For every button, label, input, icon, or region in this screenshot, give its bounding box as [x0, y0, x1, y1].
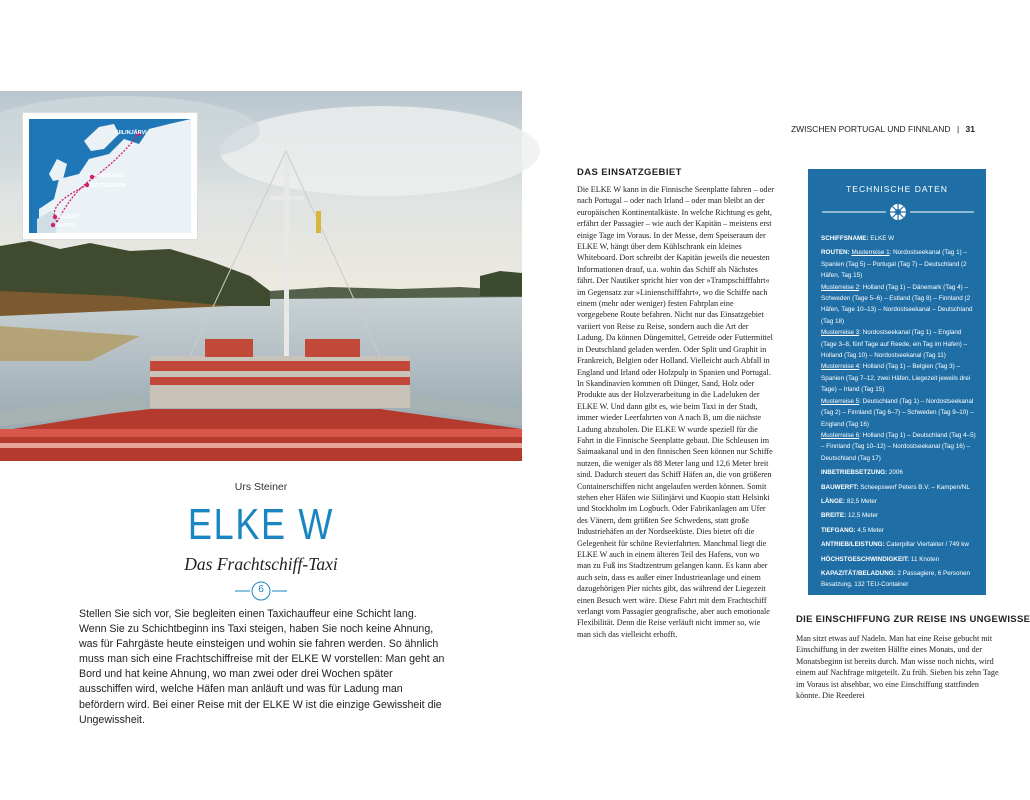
- label-antrieb: ANTRIEB/LEISTUNG:: [821, 541, 885, 549]
- label-inbetriebsetzung: INBETRIEBSETZUNG:: [821, 469, 888, 477]
- value-musterreise-6: : Holland (Tag 1) – Deutschland (Tag 4–5) – Finnland (Tag 10–12) – Nordostseekanal (Tag 16) – Deutschland (Tag 17): [821, 431, 976, 462]
- value-breite: 12,5 Meter: [847, 512, 879, 520]
- heading-einsatzgebiet: DAS EINSATZGEBIET: [577, 167, 682, 178]
- value-schiffsname: ELKE W: [870, 235, 895, 242]
- label-tiefgang: TIEFGANG:: [821, 526, 856, 534]
- map-label-hamburg: HAMBURG: [95, 173, 124, 179]
- tech-box-body: [821, 233, 978, 591]
- body-einschiffung: Man sitzt etwas auf Nadeln. Man hat eine Reise gebucht mit Einschiffung in der zweiten Hälfte eines Monats, und der Monatsbeginn ist bereits durch. Man wisse noch nichts, wird einem auf Nachfrage mitgeteilt. Zu früh. Sieben bis zehn Tage im Voraus ist absehbar, wo eine Einschiffung stattfinden könnte. Die Reederei: [796, 634, 999, 701]
- map-label-rotterdam: ROTTERDAM: [90, 183, 126, 189]
- running-head: ZWISCHEN PORTUGAL UND FINNLAND | 31: [790, 124, 975, 134]
- tech-box-title: TECHNISCHE DATEN: [846, 184, 948, 194]
- value-inbetriebsetzung: 2006: [888, 469, 903, 477]
- label-kapazitaet: KAPAZITÄT/BELADUNG:: [821, 569, 896, 577]
- label-schiffsname: SCHIFFSNAME:: [821, 235, 869, 242]
- label-musterreise-2: Musterreise 2: [821, 283, 860, 291]
- article-title: ELKE W: [187, 500, 335, 549]
- heading-einschiffung: DIE EINSCHIFFUNG ZUR REISE INS UNGEWISSE: [796, 614, 1030, 625]
- label-musterreise-5: Musterreise 5: [821, 397, 860, 405]
- tech-data-box: [808, 169, 986, 595]
- label-musterreise-1: Musterreise 1: [851, 249, 890, 257]
- value-antrieb: Caterpillar Viertakter / 749 kw: [886, 541, 969, 549]
- chapter-number-badge: [235, 580, 287, 602]
- route-map: [23, 113, 197, 239]
- map-label-porto: PORTO: [56, 223, 76, 229]
- label-musterreise-3: Musterreise 3: [821, 329, 860, 337]
- body-einsatzgebiet: Die ELKE W kann in die Finnische Seenplatte fahren – oder nach Portugal – oder nach Irland – oder man bleibt an der europäischen Kontinentalküste. In welche Richtung es geht, erfährt der Passagier – wie auch der Kapitän – meistens erst einige Tage im Voraus. In der Messe, dem Speiseraum der ELKE W, hängt über dem Kühlschrank ein kleines Whiteboard. Dort schreibt der Kapitän jeweils die neuesten Informationen drauf, u.a. wohin das Schiff als Nächstes fährt. Der Nautiker spricht hier von der »Trampschifffahrt« im Gegensatz zur »Linienschifffahrt«, wo die Schiffe nach einem (mehr oder weniger) festen Fahrplan eine vorgegebene Route befahren. Nicht nur das Einsatzgebiet variiert von Reise zu Reise, sondern auch die Art der Ladung. Da können Düngemittel, Getreide oder Futtermittel in Deutschland geladen werden. Oder Split und Graphit in Frankreich, Belgien oder Holland. Vielleicht auch Abfall in England und Irland oder Holzpulp in Spanien und Portugal. In Skandinavien kommen oft Dünger, Sand, Holz oder Produkte aus der Holzverarbeitung in die Ladeluken der ELKE W. Und dann gibt es, wie beim Taxi in der Stadt, immer wieder Leerfahrten von A nach B, um die nächste Ladung abzuholen. Die ELKE W wurde speziell für die Fahrt in die Finnische Seenplatte gebaut. Die Schleusen im Saimaakanal und in den finnischen Seen können nur Schiffe nutzen, die weniger als 88 Meter lang und 12,6 Meter breit sind. Dadurch steuert das Schiff Häfen an, die von größeren Containerschiffen nicht angelaufen werden können. Somit stehen eher Häfen wie Siilinjärvi und Kuopio statt Helsinki und Stockholm im Logbuch. Oder Fabrikanlagen am Ufer des Vänern, dem größten See Schwedens, statt große Industriehäfen an der Nordseeküste. Dies bietet oft die Gelegenheit für schöne Revierfahrten. Manchmal liegt die ELKE W auch in einem älteren Teil des Hafens, von wo man zu Fuß ins Stadtzentrum gelangen kann. Es kann aber auch sein, dass es außer einer Industrieanlage und einem dazugehörigen Pier nichts gibt, das während der Liegezeit einen Besuch wert wäre. Diese Fahrt mit dem Frachtschiff verlangt vom Passagier geografische, aber auch emotionale Flexibilität. Denn die Reise verläuft nicht immer so, wie man sich das vielleicht erhofft.: [577, 185, 774, 639]
- label-musterreise-4: Musterreise 4: [821, 363, 860, 371]
- running-title: ZWISCHEN PORTUGAL UND FINNLAND: [790, 124, 951, 134]
- label-routen: ROUTEN:: [821, 249, 850, 257]
- label-bauwerft: BAUWERFT:: [821, 483, 859, 491]
- label-musterreise-6: Musterreise 6: [821, 431, 860, 439]
- label-laenge: LÄNGE:: [821, 497, 846, 505]
- map-label-siilinjarvi: SIILINJÄRVI: [115, 130, 147, 136]
- value-laenge: 82,5 Meter: [846, 497, 877, 505]
- value-musterreise-5: : Deutschland (Tag 1) – Nordostseekanal (Tag 2) – Finnland (Tag 6–7) – Schweden (Tag 9–10) – England (Tag 16): [821, 397, 974, 428]
- label-breite: BREITE:: [821, 512, 847, 520]
- value-musterreise-1: : Nordostseekanal (Tag 1) – Spanien (Tag 5) – Portugal (Tag 7) – Deutschland (2 Häfen, Tag 15): [821, 249, 967, 280]
- label-hoechstgeschwindigkeit: HÖCHSTGESCHWINDIGKEIT:: [821, 555, 910, 563]
- value-tiefgang: 4,5 Meter: [857, 526, 884, 534]
- value-bauwerft: Scheepswerf Peters B.V. – Kampen/NL: [860, 483, 970, 491]
- ship-wheel-icon: [822, 202, 972, 222]
- author: Urs Steiner: [234, 481, 288, 493]
- page-number: 31: [965, 124, 975, 134]
- value-hoechstgeschwindigkeit: 11 Knoten: [910, 555, 940, 563]
- value-musterreise-3: : Nordostseekanal (Tag 1) – England (Tage 3–8, fünf Tage auf Reede, ein Tag im Hafen) – Holland (Tag 10) – Nordostseekanal (Tag 11): [821, 329, 968, 360]
- intro-paragraph: Stellen Sie sich vor, Sie begleiten einen Taxichauffeur eine Schicht lang. Wenn Sie zu Schichtbeginn ins Taxi steigen, haben Sie noch keine Ahnung, was für Fahrgäste heute einsteigen und wohin sie fahren werden. So ähnlich muss man sich eine Frachtschiffreise mit der ELKE W vorstellen: Man geht an Bord und hat keine Ahnung, wo man zwei oder drei Wochen später ausschiffen wird, welche Häfen man anläuft und was für Ladung man befördern wird. Bei einer Reise mit der ELKE W ist die einzige Gewissheit die Ungewissheit.: [79, 608, 445, 726]
- value-kapazitaet: 2 Passagiere, 6 Personen Besatzung, 132 TEU-Container: [821, 569, 970, 589]
- map-label-bilbao: BILBAO: [58, 214, 80, 220]
- chapter-number: 6: [258, 584, 264, 595]
- article-subtitle: Das Frachtschiff-Taxi: [184, 554, 338, 574]
- value-musterreise-2: : Holland (Tag 1) – Dänemark (Tag 4) – Schweden (Tage 5–6) – Estland (Tag 8) – Finnland (2 Häfen, Tage 10–13) – Nordostseekanal – Deutschland (Tag 18): [821, 283, 973, 325]
- value-musterreise-4: : Holland (Tag 1) – Belgien (Tag 3) – Spanien (Tag 7–12, zwei Häfen, Liegezeit jeweils drei Tage) – Irland (Tag 15): [821, 363, 971, 394]
